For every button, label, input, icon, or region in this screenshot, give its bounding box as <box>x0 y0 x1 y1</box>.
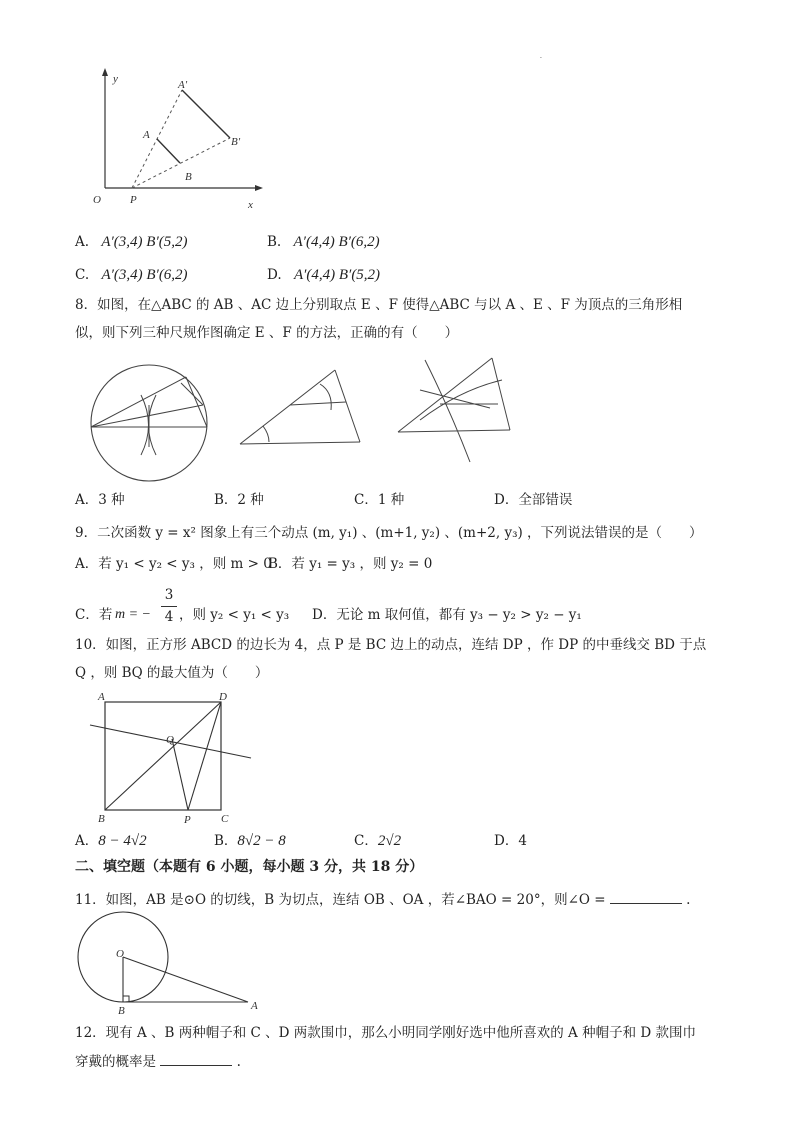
q12-answer-blank[interactable] <box>160 1051 232 1066</box>
q8-option-b-letter: B． <box>214 492 238 508</box>
q10-option-b[interactable] <box>214 832 286 850</box>
q8-option-d-text: 全部错误 <box>518 492 573 508</box>
q10-option-c-text: 2√2 <box>377 833 402 849</box>
q10-line1: 10．如图，正方形 ABCD 的边长为 4，点 P 是 BC 边上的动点，连结 DP ，作 DP 的中垂线交 BD 于点 <box>75 637 707 653</box>
q7-option-c[interactable] <box>75 266 188 284</box>
q7-option-a-letter: A. <box>75 234 90 250</box>
q8-option-c-letter: C． <box>354 492 378 508</box>
q11-A-label: A <box>251 1000 258 1012</box>
q7-option-c-letter: C. <box>75 267 90 283</box>
q8-figure-1 <box>86 355 216 485</box>
q10-option-d-text: 4 <box>518 833 527 849</box>
q10-figure <box>88 690 268 830</box>
q7-y-label: y <box>113 73 118 85</box>
q10-option-a-text: 8 − 4√2 <box>98 833 147 849</box>
q12-line2-wrap <box>75 1051 241 1071</box>
q8-option-c-text: 1 种 <box>377 492 405 508</box>
q10-option-d-letter: D． <box>494 833 519 849</box>
q10-D-label: D <box>219 691 227 703</box>
q8-option-c[interactable] <box>354 491 404 509</box>
scan-dot: · <box>540 55 542 62</box>
q7-option-b[interactable] <box>267 233 380 251</box>
q9-option-c-fraction-bar <box>161 606 177 607</box>
q9-option-c-numerator: 3 <box>164 587 174 603</box>
q7-figure <box>85 68 265 213</box>
q11-figure <box>78 915 268 1015</box>
q7-A1-label: A′ <box>178 79 188 91</box>
q7-x-label: x <box>248 199 253 211</box>
q11-question: 11．如图，AB 是⊙O 的切线，B 为切点，连结 OB 、OA ，若∠BAO = 20°，则∠O = <box>75 892 606 908</box>
q10-option-d[interactable] <box>494 832 527 850</box>
q10-option-c-letter: C． <box>354 833 378 849</box>
q10-line2: Q ，则 BQ 的最大值为（ ） <box>75 665 269 681</box>
q12-line2: 穿戴的概率是 <box>75 1054 156 1070</box>
q8-option-a-letter: A． <box>75 492 99 508</box>
q10-option-a[interactable] <box>75 832 147 850</box>
q8-option-d-letter: D． <box>494 492 519 508</box>
q10-option-a-letter: A． <box>75 833 99 849</box>
q12-end: . <box>236 1054 241 1070</box>
q10-option-b-letter: B． <box>214 833 238 849</box>
q8-line1: 8．如图，在△ABC 的 AB 、AC 边上分别取点 E 、F 使得△ABC 与以 A 、E 、F 为顶点的三角形相 <box>75 297 683 313</box>
q10-B-label: B <box>98 813 105 825</box>
q7-option-a-text: A′(3,4) B′(5,2) <box>101 234 188 250</box>
q8-option-a-text: 3 种 <box>98 492 125 508</box>
q7-option-d-letter: D. <box>267 267 282 283</box>
q11-end: . <box>686 892 691 908</box>
q7-option-b-text: A′(4,4) B′(6,2) <box>293 234 380 250</box>
q11-B-label: B <box>118 1005 125 1017</box>
q11-answer-blank[interactable] <box>610 889 682 904</box>
q12-line1: 12．现有 A 、B 两种帽子和 C 、D 两款围巾，那么小明同学刚好选中他所喜欢的 A 种帽子和 D 款围巾 <box>75 1025 696 1041</box>
q9-option-a[interactable]: A．若 y₁ < y₂ < y₃ ，则 m > 0 <box>75 556 272 572</box>
q7-option-d[interactable] <box>267 266 380 284</box>
q8-figure-2 <box>235 362 375 462</box>
q11-O-label: O <box>116 948 124 960</box>
q10-P-label: P <box>184 814 191 826</box>
q9-option-c-lhs: m = − <box>115 607 152 622</box>
q8-line2: 似，则下列三种尺规作图确定 E 、F 的方法，正确的有（ ） <box>75 325 459 341</box>
q9-line1: 9．二次函数 y = x² 图象上有三个动点 (m, y₁) 、(m+1, y₂) 、(m+2, y₃) ，下列说法错误的是（ ） <box>75 525 703 541</box>
q8-option-b[interactable] <box>214 491 264 509</box>
q8-option-d[interactable] <box>494 491 572 509</box>
q8-figure-3 <box>390 350 530 470</box>
q10-C-label: C <box>221 813 229 825</box>
q7-B-label: B <box>185 171 192 183</box>
q10-option-b-text: 8√2 − 8 <box>237 833 286 849</box>
q9-option-d[interactable]: D．无论 m 取何值，都有 y₃ − y₂ > y₂ − y₁ <box>312 607 582 623</box>
q9-option-b[interactable]: B．若 y₁ = y₃ ，则 y₂ = 0 <box>268 556 433 572</box>
q7-B1-label: B′ <box>231 136 241 148</box>
q9-option-c-denominator: 4 <box>164 609 174 625</box>
q9-option-c-suffix: ，则 y₂ < y₁ < y₃ <box>179 607 290 623</box>
q7-A-label: A <box>143 129 150 141</box>
q7-option-b-letter: B. <box>267 234 282 250</box>
q7-P-label: P <box>130 194 137 206</box>
q7-option-a[interactable] <box>75 233 187 251</box>
q11-text <box>75 889 690 909</box>
section-2-title: 二、填空题（本题有 6 小题，每小题 3 分，共 18 分） <box>75 859 424 875</box>
q8-option-a[interactable] <box>75 491 125 509</box>
q8-option-b-text: 2 种 <box>237 492 264 508</box>
q10-Q-label: Q <box>166 734 174 746</box>
q7-option-c-text: A′(3,4) B′(6,2) <box>101 267 188 283</box>
q10-option-c[interactable] <box>354 832 401 850</box>
q9-option-c-prefix: C．若 <box>75 607 113 623</box>
q7-O-label: O <box>93 194 101 206</box>
q7-option-d-text: A′(4,4) B′(5,2) <box>293 267 381 283</box>
q10-A-label: A <box>98 691 105 703</box>
